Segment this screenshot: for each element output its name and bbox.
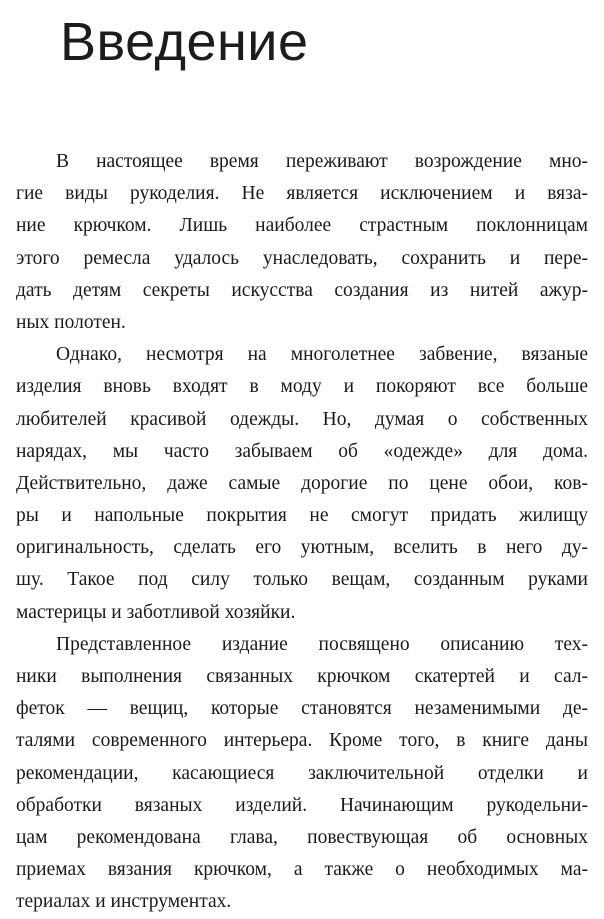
- text-line: изделия вновь входят в моду и покоряют все больше: [16, 376, 588, 398]
- chapter-title: Введение: [60, 12, 309, 72]
- paragraph-2: [16, 339, 588, 629]
- text-line: ры и напольные покрытия не смогут придать жилищу: [16, 505, 588, 527]
- text-line: ние крючком. Лишь наиболее страстным поклонницам: [16, 215, 588, 237]
- text-line: этого ремесла удалось унаследовать, сохранить и пере-: [16, 247, 588, 269]
- paragraph-1: [16, 146, 588, 339]
- text-line: дать детям секреты искусства создания из нитей ажур-: [16, 279, 588, 301]
- text-line: ных полотен.: [16, 311, 126, 333]
- text-line: ники выполнения связанных крючком скатертей и сал-: [16, 666, 588, 687]
- text-line: Однако, несмотря на многолетнее забвение, вязаные: [56, 344, 588, 366]
- text-line: приемах вязания крючком, а также о необходимых ма-: [16, 859, 588, 881]
- paragraph-3: [16, 629, 588, 919]
- text-line: талями современного интерьера. Кроме того, в книге даны: [16, 730, 588, 752]
- text-line: цам рекомендована глава, повествующая об основных: [16, 826, 588, 848]
- text-line: мастерицы и заботливой хозяйки.: [16, 601, 296, 623]
- text-line: териалах и инструментах.: [16, 891, 232, 913]
- text-line: любителей красивой одежды. Но, думая о собственных: [16, 408, 588, 430]
- chapter-body: [16, 146, 588, 919]
- text-line: оригинальность, сделать его уютным, вселить в него ду-: [16, 537, 588, 559]
- text-line: нарядах, мы часто забываем об «одежде» для дома.: [16, 440, 588, 462]
- text-line: Действительно, даже самые дорогие по цене обои, ков-: [16, 472, 588, 494]
- text-line: обработки вязаных изделий. Начинающим рукодельни-: [16, 794, 588, 816]
- text-line: рекомендации, касающиеся заключительной отделки и: [16, 762, 588, 784]
- text-line: В настоящее время переживают возрождение мно-: [56, 151, 588, 172]
- text-line: гие виды рукоделия. Не является исключением и вяза-: [16, 183, 588, 205]
- text-line: феток — вещиц, которые становятся незаменимыми де-: [16, 698, 588, 720]
- text-line: шу. Такое под силу только вещам, созданным руками: [16, 569, 588, 591]
- text-line: Представленное издание посвящено описанию тех-: [56, 633, 588, 655]
